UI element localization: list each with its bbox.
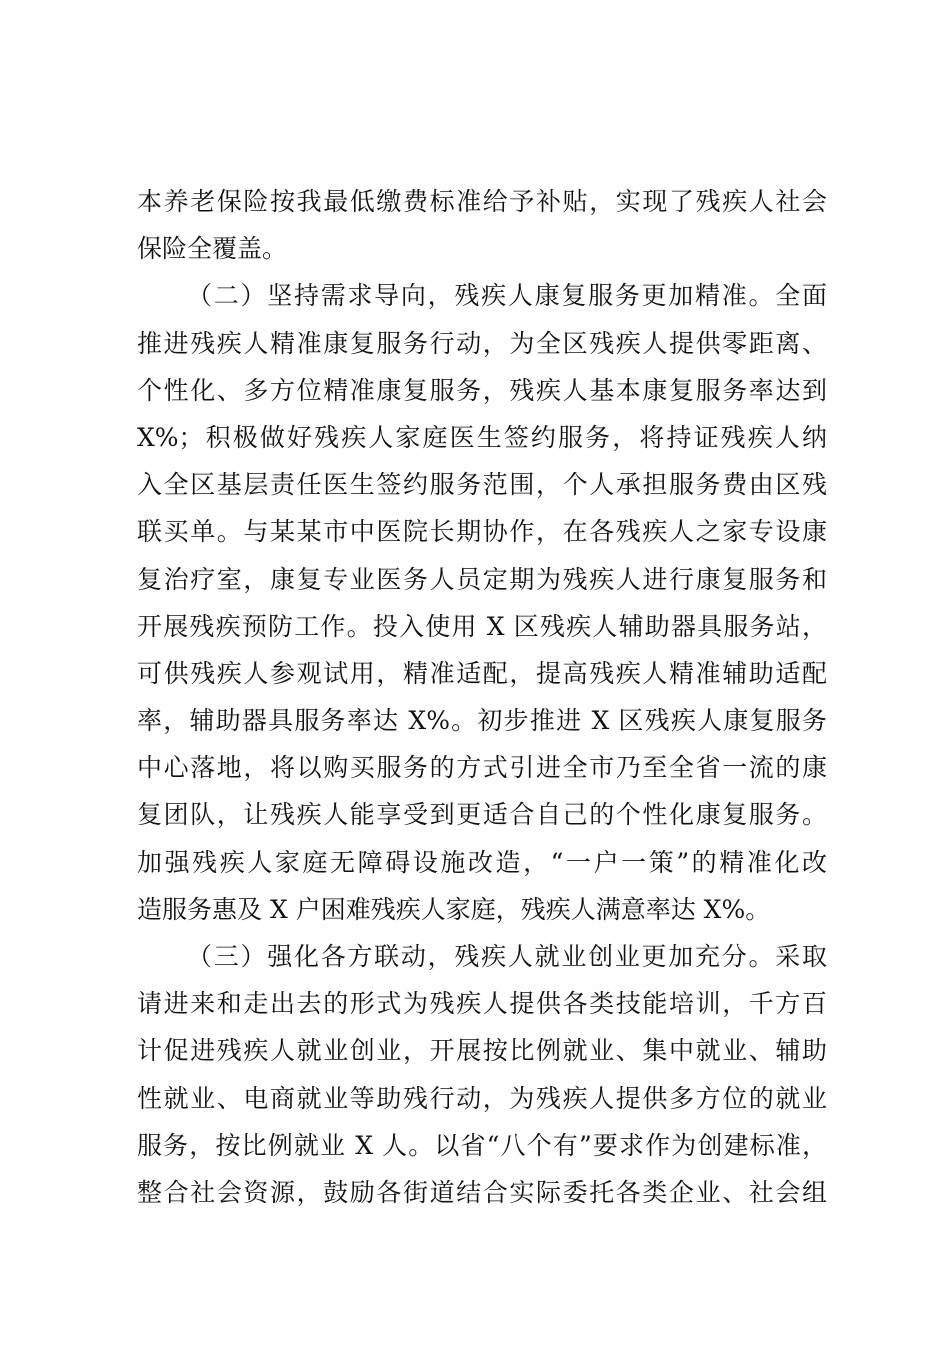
text-line: 个性化、多方位精准康复服务，残疾人基本康复服务率达到 <box>137 375 827 405</box>
text-line: 保险全覆盖。 <box>137 234 288 264</box>
text-line: 请进来和走出去的形式为残疾人提供各类技能培训，千方百 <box>137 989 827 1019</box>
section-heading-line: （三）强化各方联动，残疾人就业创业更加充分。采取 <box>187 942 827 971</box>
text-line: 造服务惠及 X 户困难残疾人家庭，残疾人满意率达 X%。 <box>137 894 771 924</box>
text-line: 复治疗室，康复专业医务人员定期为残疾人进行康复服务和 <box>137 564 827 594</box>
text-line: 加强残疾人家庭无障碍设施改造，“一户一策”的精准化改 <box>137 847 827 877</box>
text-line: 本养老保险按我最低缴费标准给予补贴，实现了残疾人社会 <box>137 187 827 216</box>
text-line: 复团队，让残疾人能享受到更适合自己的个性化康复服务。 <box>137 800 827 830</box>
text-line: 性就业、电商就业等助残行动，为残疾人提供多方位的就业 <box>137 1083 827 1113</box>
text-line: 开展残疾预防工作。投入使用 X 区残疾人辅助器具服务站， <box>137 611 827 641</box>
text-line: 入全区基层责任医生签约服务范围，个人承担服务费由区残 <box>137 470 827 500</box>
text-line: 整合社会资源，鼓励各街道结合实际委托各类企业、社会组 <box>137 1177 827 1207</box>
section-heading-line: （二）坚持需求导向，残疾人康复服务更加精准。全面 <box>187 281 827 311</box>
text-line: 服务，按比例就业 X 人。以省“八个有”要求作为创建标准， <box>137 1130 827 1160</box>
text-line: X%；积极做好残疾人家庭医生签约服务，将持证残疾人纳 <box>137 422 827 452</box>
text-line: 可供残疾人参观试用，精准适配，提高残疾人精准辅助适配 <box>137 658 827 688</box>
text-line: 中心落地，将以购买服务的方式引进全市乃至全省一流的康 <box>137 753 827 783</box>
text-line: 率，辅助器具服务率达 X%。初步推进 X 区残疾人康复服务 <box>137 706 827 736</box>
body-text <box>137 178 827 1216</box>
text-line: 推进残疾人精准康复服务行动，为全区残疾人提供零距离、 <box>137 328 827 358</box>
text-line: 计促进残疾人就业创业，开展按比例就业、集中就业、辅助 <box>137 1036 827 1066</box>
text-line: 联买单。与某某市中医院长期协作，在各残疾人之家专设康 <box>137 517 827 547</box>
